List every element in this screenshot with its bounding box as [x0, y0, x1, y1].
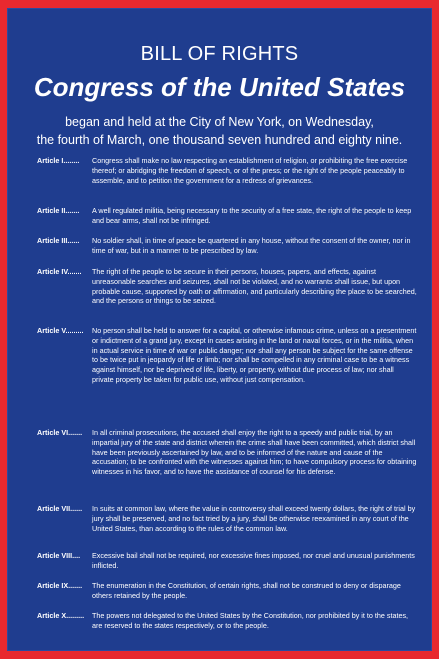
article-text: A well regulated militia, being necessary to the security of a free state, the right of the people to keep and bear arms, shall not be infringed. — [92, 206, 412, 225]
poster-panel — [7, 8, 432, 651]
article-4 — [37, 267, 417, 306]
article-label: Article I........ — [37, 156, 80, 165]
article-text: The right of the people to be secure in their persons, houses, papers, and effects, against unreasonable searches and seizures, shall not be violated, and no warrants shall issue, but upon probable cause, supported by oath or affirmation, and particularly describing the place to be searched, and the persons or things to be seized. — [92, 267, 417, 306]
article-5 — [37, 326, 417, 385]
article-label: Article X......... — [37, 611, 85, 620]
intro-line-2: the fourth of March, one thousand seven hundred and eighty nine. — [36, 133, 403, 147]
article-label: Article IV....... — [37, 267, 82, 276]
article-1 — [37, 156, 417, 185]
article-text: The powers not delegated to the United States by the Constitution, nor prohibited by it to the states, are reserved to the states respectively, or to the people. — [92, 611, 409, 630]
article-label: Article VI....... — [37, 428, 83, 437]
article-label: Article II....... — [37, 206, 80, 215]
intro-line-1: began and held at the City of New York, on Wednesday, — [65, 115, 374, 129]
article-10 — [37, 611, 417, 631]
article-label: Article III...... — [37, 236, 80, 245]
article-3 — [37, 236, 417, 256]
article-text: The enumeration in the Constitution, of certain rights, shall not be construed to deny or disparage others retained by the people. — [92, 581, 401, 600]
article-2 — [37, 206, 417, 226]
article-text: In all criminal prosecutions, the accused shall enjoy the right to a speedy and public trial, by an impartial jury of the state and district wherein the crime shall have been committed, which district shall have been previously ascertained by law, and to be informed of the nature and cause of the accusation; to be confronted with the witnesses against him; to have compulsory process for obtaining witnesses in his favor, and to have the assistance of counsel for his defense. — [92, 428, 417, 477]
article-8 — [37, 551, 417, 571]
article-text: In suits at common law, where the value in controversy shall exceed twenty dollars, the right of trial by jury shall be preserved, and no fact tried by a jury, shall be otherwise reexamined in any court of the United States, than according to the rules of the common law. — [92, 504, 416, 533]
article-label: Article VII...... — [37, 504, 83, 513]
article-text: No soldier shall, in time of peace be quartered in any house, without the consent of the owner, nor in time of war, but in a manner to be prescribed by law. — [92, 236, 411, 255]
article-9 — [37, 581, 417, 601]
article-text: Congress shall make no law respecting an establishment of religion, or prohibiting the free exercise thereof; or abridging the freedom of speech, or of the press; or the right of the people peaceably to assemble, and to petition the government for a redress of grievances. — [92, 156, 408, 185]
subtitle: Congress of the United States — [33, 72, 406, 102]
heading: BILL OF RIGHTS — [140, 43, 299, 65]
article-text: Excessive bail shall not be required, nor excessive fines imposed, nor cruel and unusual punishments inflicted. — [92, 551, 415, 570]
article-label: Article IX....... — [37, 581, 83, 590]
article-text: No person shall be held to answer for a capital, or otherwise infamous crime, unless on a presentment or indictment of a grand jury, except in cases arising in the land or naval forces, or in the militia, when in actual service in time of war or public danger; nor shall any person be subject for the same offense to be twice put in jeopardy of life or limb; nor shall be compelled in any criminal case to be a witness against himself, nor be deprived of life, liberty, or property, without due process of law; nor shall private property be taken for public use, without just compensation. — [92, 326, 417, 384]
article-label: Article V......... — [37, 326, 84, 335]
article-6 — [37, 428, 417, 477]
article-label: Article VIII.... — [37, 551, 81, 560]
article-7 — [37, 504, 417, 533]
